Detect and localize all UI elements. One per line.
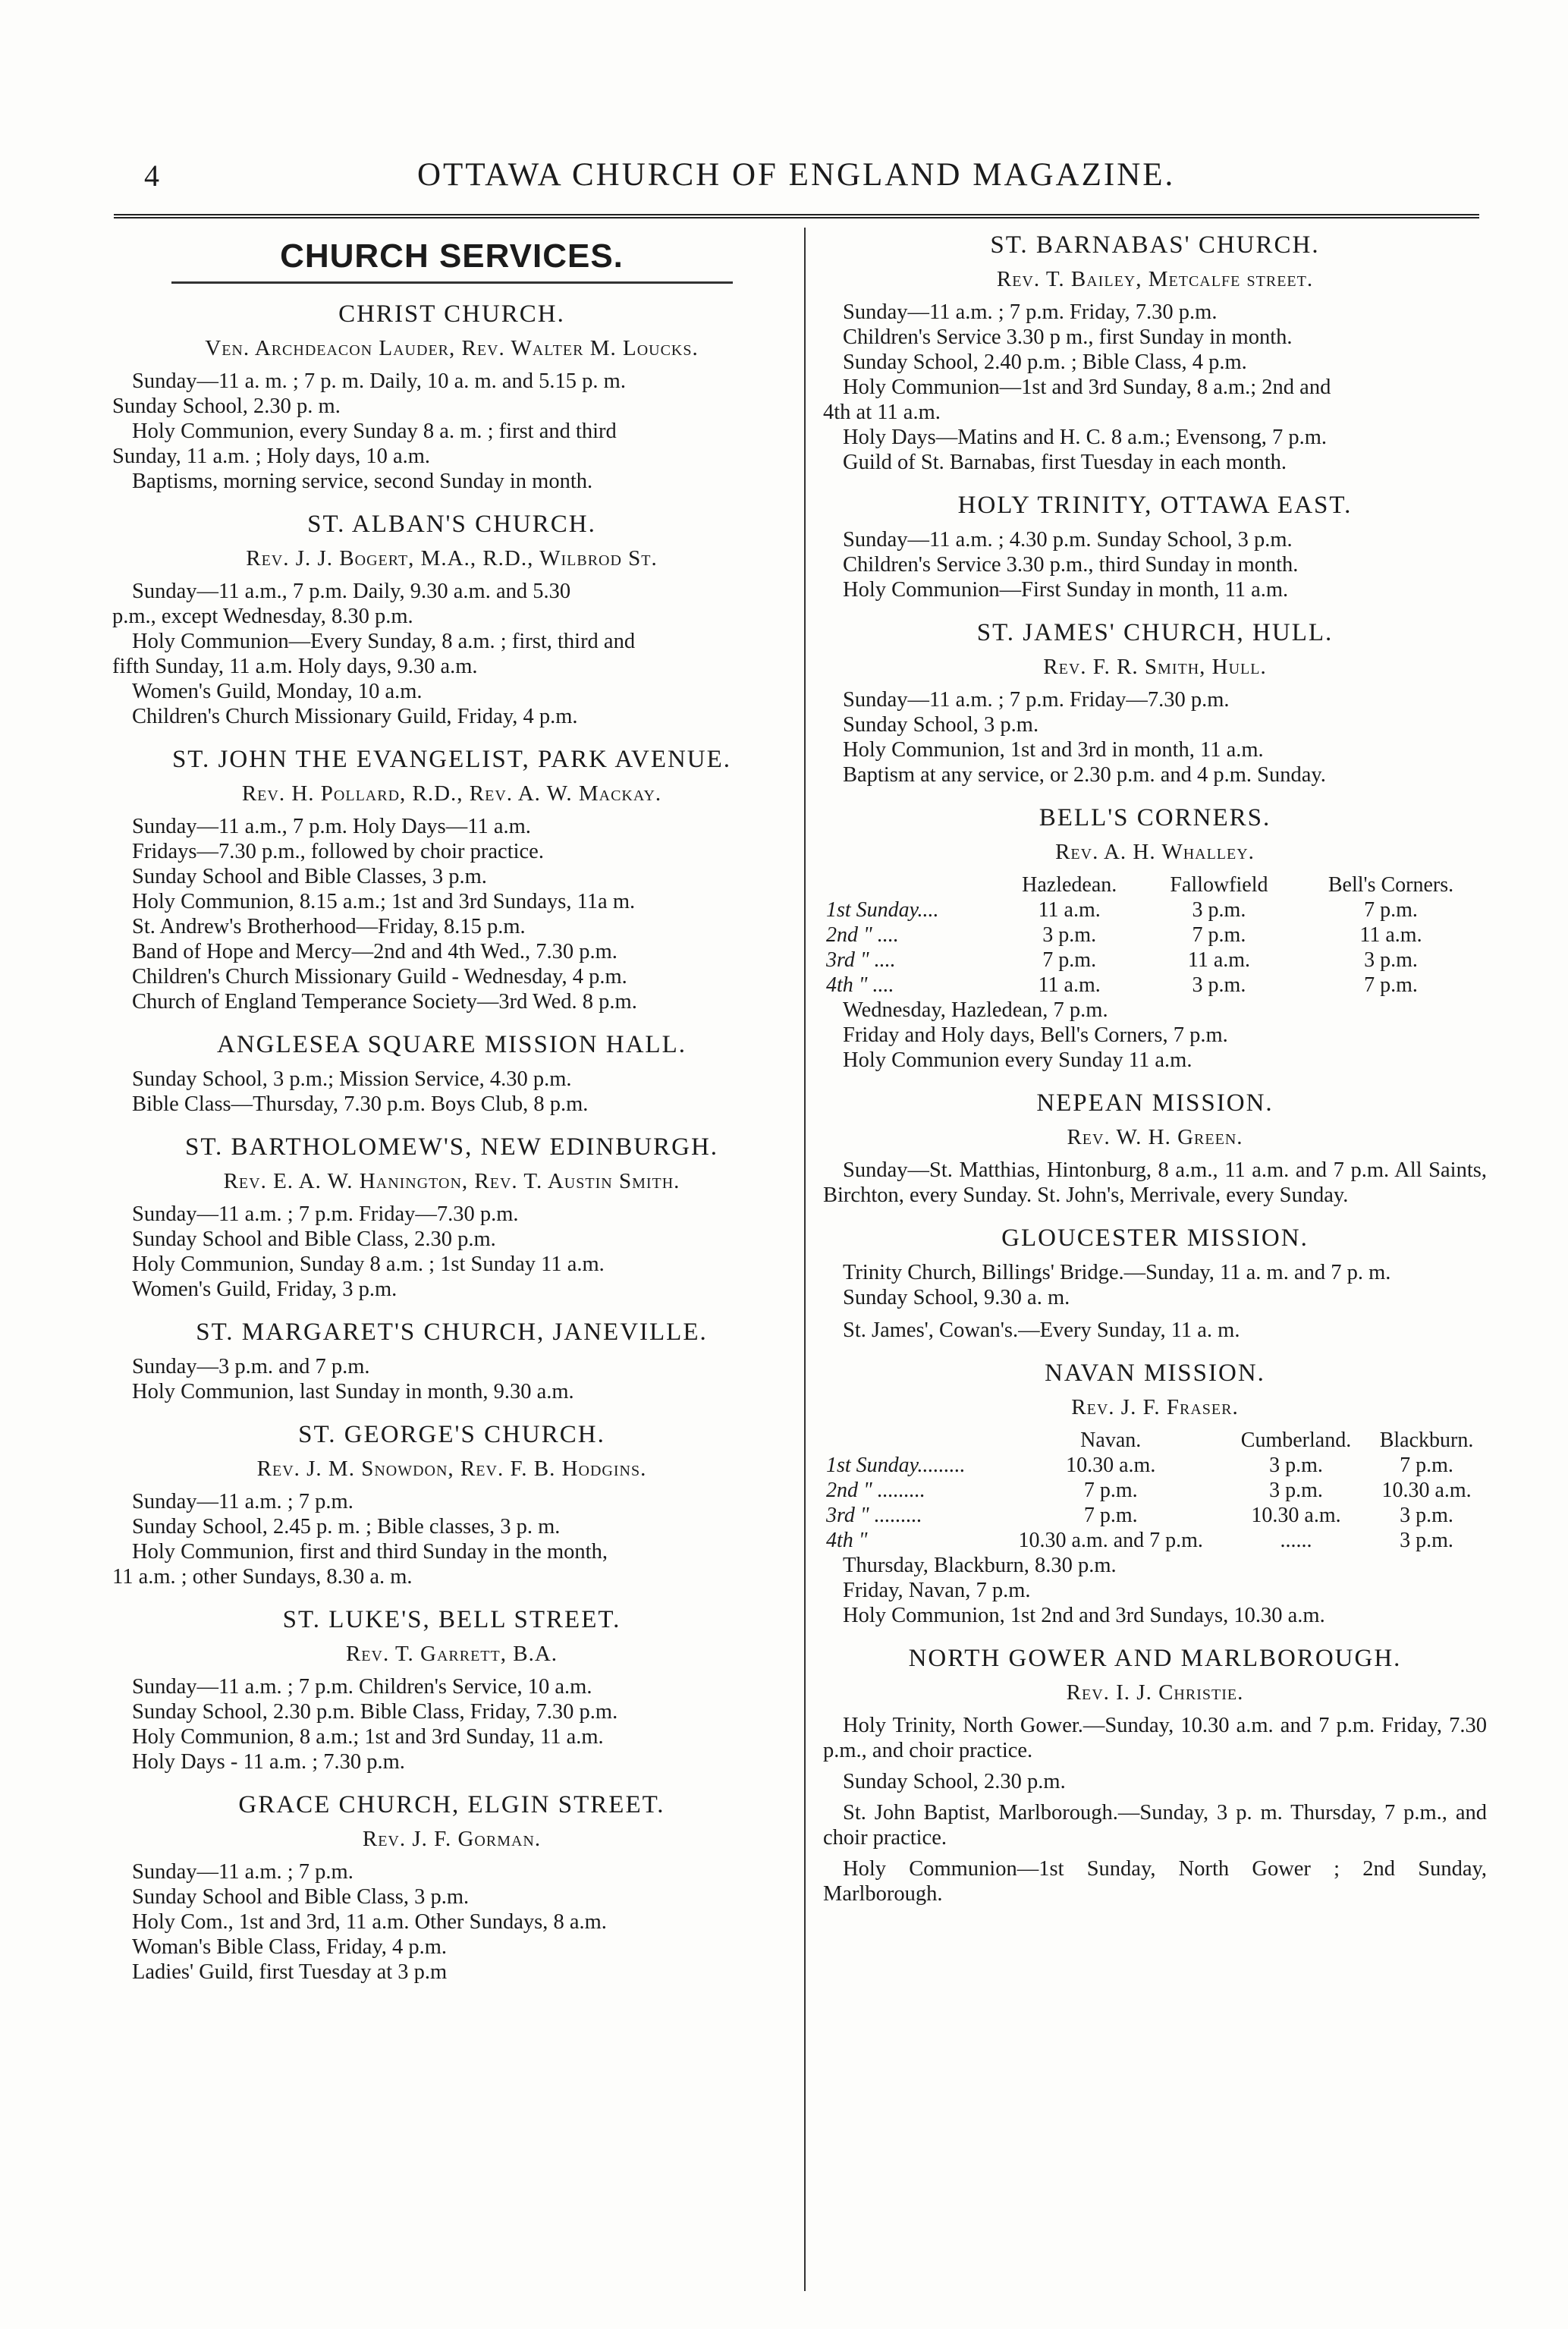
section-st-albans — [112, 511, 791, 729]
service-line: Holy Communion every Sunday 11 a.m. — [843, 1048, 1192, 1072]
row-label: 2nd " ......... — [826, 1479, 925, 1502]
section-bells-corners — [823, 804, 1487, 1073]
table-corner — [823, 1428, 996, 1453]
service-line: Baptisms, morning service, second Sunday in month. — [132, 470, 593, 493]
service-line: Sunday School, 3 p.m. — [843, 713, 1039, 737]
section-grace-church — [112, 1791, 791, 1985]
section-title: ST. LUKE'S, BELL STREET. — [282, 1606, 621, 1633]
clergy: Rev. W. H. Green. — [1067, 1125, 1243, 1149]
service-line: Friday, Navan, 7 p.m. — [843, 1579, 1031, 1602]
page-number: 4 — [144, 159, 159, 193]
service-line: Sunday, 11 a.m. ; Holy days, 10 a.m. — [112, 445, 431, 468]
service-line: Children's Church Missionary Guild - Wednesday, 4 p.m. — [132, 965, 627, 988]
service-line: p.m., except Wednesday, 8.30 p.m. — [112, 605, 413, 628]
clergy: Rev. J. J. Bogert, M.A., R.D., Wilbrod St. — [246, 546, 658, 570]
service-line: Holy Communion, every Sunday 8 a. m. ; first and third — [132, 420, 617, 443]
service-line: Holy Days—Matins and H. C. 8 a.m.; Evensong, 7 p.m. — [843, 426, 1328, 449]
header-rule — [114, 214, 1479, 218]
service-line: Children's Service 3.30 p m., first Sunday in month. — [843, 325, 1293, 349]
service-paragraph: Holy Trinity, North Gower.—Sunday, 10.30 a.m. and 7 p.m. Friday, 7.30 p.m., and choir practice. — [823, 1714, 1487, 1762]
row-label: 1st Sunday......... — [826, 1454, 966, 1477]
service-line: Sunday—11 a.m., 7 p.m. Daily, 9.30 a.m. and 5.30 — [132, 580, 571, 603]
table-row — [823, 948, 1487, 973]
clergy: Rev. T. Garrett, B.A. — [345, 1642, 558, 1666]
service-line: Sunday School and Bible Class, 2.30 p.m. — [132, 1227, 496, 1251]
table-cell: 7 p.m. — [1042, 948, 1097, 972]
section-north-gower-marlborough — [823, 1645, 1487, 1906]
service-line: Ladies' Guild, first Tuesday at 3 p.m — [132, 1960, 448, 1984]
running-head — [114, 152, 1479, 205]
section-title: ST. MARGARET'S CHURCH, JANEVILLE. — [196, 1319, 708, 1346]
section-title: ST. JAMES' CHURCH, HULL. — [976, 619, 1334, 646]
schedule-table — [823, 872, 1487, 998]
table-cell: 3 p.m. — [1400, 1529, 1453, 1552]
section-christ-church — [112, 300, 791, 494]
table-cell: 7 p.m. — [1083, 1504, 1138, 1527]
service-line: Bible Class—Thursday, 7.30 p.m. Boys Club, 8 p.m. — [132, 1092, 589, 1116]
table-row — [823, 1453, 1487, 1478]
service-line: Church of England Temperance Society—3rd Wed. 8 p.m. — [132, 990, 637, 1014]
section-title: ST. ALBAN'S CHURCH. — [307, 511, 596, 538]
table-cell: 10.30 a.m. — [1251, 1504, 1341, 1527]
section-title: ST. BARNABAS' CHURCH. — [990, 231, 1320, 259]
service-line: Sunday School, 2.30 p.m. Bible Class, Friday, 7.30 p.m. — [132, 1700, 618, 1724]
section-title: GLOUCESTER MISSION. — [1001, 1224, 1309, 1252]
service-line: Band of Hope and Mercy—2nd and 4th Wed., 7.30 p.m. — [132, 940, 617, 963]
section-st-lukes — [112, 1606, 791, 1774]
table-cell: 10.30 a.m. and 7 p.m. — [1018, 1529, 1203, 1552]
service-line: Sunday School and Bible Class, 3 p.m. — [132, 1885, 470, 1909]
table-cell: 7 p.m. — [1364, 898, 1418, 922]
service-line: Sunday—11 a.m. ; 7 p.m. Friday—7.30 p.m. — [843, 688, 1230, 712]
section-st-georges — [112, 1421, 791, 1589]
service-paragraph: Sunday—St. Matthias, Hintonburg, 8 a.m., 11 a.m. and 7 p.m. All Saints, Birchton, every Sunday. St. John's, Merrivale, every Sunday. — [823, 1158, 1487, 1207]
service-line: Sunday School, 3 p.m.; Mission Service, 4.30 p.m. — [132, 1067, 572, 1091]
table-row — [823, 1478, 1487, 1503]
section-st-margarets — [112, 1319, 791, 1404]
table-cell: 3 p.m. — [1192, 973, 1246, 997]
clergy: Rev. E. A. W. Hanington, Rev. T. Austin Smith. — [223, 1169, 680, 1193]
service-line: Holy Communion, 1st and 3rd in month, 11 a.m. — [843, 738, 1264, 762]
column-divider — [804, 228, 806, 2291]
table-cell: 11 a.m. — [1187, 948, 1251, 972]
section-holy-trinity-ottawa-east — [823, 492, 1487, 602]
service-line: Fridays—7.30 p.m., followed by choir practice. — [132, 840, 544, 863]
service-line: Sunday School, 2.40 p.m. ; Bible Class, 4 p.m. — [843, 350, 1247, 374]
service-line: 4th at 11 a.m. — [823, 401, 941, 424]
service-line: Sunday—11 a. m. ; 7 p. m. Daily, 10 a. m. and 5.15 p. m. — [132, 369, 626, 393]
section-title: NORTH GOWER AND MARLBOROUGH. — [908, 1645, 1402, 1672]
row-label: 1st Sunday.... — [826, 898, 939, 922]
table-cell: 3 p.m. — [1042, 923, 1097, 947]
column-header: Blackburn. — [1379, 1429, 1474, 1452]
row-label: 4th " — [826, 1529, 868, 1552]
section-title: NEPEAN MISSION. — [1036, 1089, 1274, 1117]
section-st-james-hull — [823, 619, 1487, 787]
service-line: Friday and Holy days, Bell's Corners, 7 p.m. — [843, 1023, 1228, 1047]
table-cell: 11 a.m. — [1038, 898, 1101, 922]
section-title: HOLY TRINITY, OTTAWA EAST. — [957, 492, 1353, 519]
service-line: Women's Guild, Monday, 10 a.m. — [132, 680, 423, 703]
section-title: NAVAN MISSION. — [1045, 1359, 1265, 1387]
service-line: Holy Communion—1st and 3rd Sunday, 8 a.m.; 2nd and — [843, 376, 1331, 399]
row-label: 3rd " ......... — [826, 1504, 922, 1527]
service-line: Thursday, Blackburn, 8.30 p.m. — [843, 1554, 1117, 1577]
service-paragraph: St. John Baptist, Marlborough.—Sunday, 3 p. m. Thursday, 7 p.m., and choir practice. — [823, 1801, 1487, 1850]
service-line: Sunday—11 a.m. ; 7 p.m. Friday—7.30 p.m. — [132, 1202, 519, 1226]
service-line: Sunday—11 a.m. ; 7 p.m. — [132, 1860, 354, 1884]
service-line: Holy Communion, 8 a.m.; 1st and 3rd Sunday, 11 a.m. — [132, 1725, 604, 1749]
table-row — [823, 973, 1487, 998]
service-line: Woman's Bible Class, Friday, 4 p.m. — [132, 1935, 448, 1959]
church-services-heading: CHURCH SERVICES. — [280, 237, 624, 275]
service-line: Baptism at any service, or 2.30 p.m. and 4 p.m. Sunday. — [843, 763, 1326, 787]
service-line: Children's Service 3.30 p.m., third Sunday in month. — [843, 553, 1299, 577]
left-column — [112, 224, 791, 2001]
table-row — [823, 897, 1487, 922]
service-line: Sunday—11 a.m., 7 p.m. Holy Days—11 a.m. — [132, 815, 531, 838]
table-cell: 7 p.m. — [1083, 1479, 1138, 1502]
section-nepean-mission — [823, 1089, 1487, 1208]
table-cell: 10.30 a.m. — [1066, 1454, 1156, 1477]
section-navan-mission — [823, 1359, 1487, 1628]
service-line: Holy Days - 11 a.m. ; 7.30 p.m. — [132, 1750, 405, 1774]
table-cell: 7 p.m. — [1400, 1454, 1453, 1477]
service-line: Holy Com., 1st and 3rd, 11 a.m. Other Sundays, 8 a.m. — [132, 1910, 607, 1934]
service-paragraph: Holy Communion—1st Sunday, North Gower ; 2nd Sunday, Marlborough. — [823, 1857, 1487, 1906]
column-header: Fallowfield — [1170, 873, 1268, 897]
section-title: ST. GEORGE'S CHURCH. — [298, 1421, 605, 1448]
service-line: Sunday School and Bible Classes, 3 p.m. — [132, 865, 487, 888]
service-line: Holy Communion, 8.15 a.m.; 1st and 3rd Sundays, 11a m. — [132, 890, 636, 913]
row-label: 4th " .... — [826, 973, 894, 997]
table-cell: 3 p.m. — [1192, 898, 1246, 922]
service-paragraph: Trinity Church, Billings' Bridge.—Sunday, 11 a. m. and 7 p. m. — [843, 1261, 1391, 1284]
clergy: Rev. J. F. Fraser. — [1071, 1395, 1239, 1419]
section-title: ST. BARTHOLOMEW'S, NEW EDINBURGH. — [184, 1133, 719, 1161]
heading-rule — [171, 281, 733, 284]
clergy: Rev. J. F. Gorman. — [362, 1827, 542, 1851]
table-header-row — [823, 1428, 1487, 1453]
clergy: Rev. I. J. Christie. — [1066, 1680, 1244, 1705]
section-title: GRACE CHURCH, ELGIN STREET. — [238, 1791, 665, 1818]
service-line: Sunday—11 a.m. ; 7 p.m. Friday, 7.30 p.m. — [843, 300, 1218, 324]
right-column — [823, 224, 1487, 1923]
service-line: Guild of St. Barnabas, first Tuesday in each month. — [843, 451, 1287, 474]
table-row — [823, 1503, 1487, 1528]
service-line: 11 a.m. ; other Sundays, 8.30 a. m. — [112, 1565, 413, 1589]
clergy: Rev. H. Pollard, R.D., Rev. A. W. Mackay. — [241, 781, 662, 806]
table-cell: 7 p.m. — [1364, 973, 1418, 997]
service-line: Sunday—11 a.m. ; 7 p.m. — [132, 1490, 354, 1513]
table-cell: 3 p.m. — [1400, 1504, 1453, 1527]
service-line: Sunday—3 p.m. and 7 p.m. — [132, 1355, 370, 1378]
column-header: Cumberland. — [1240, 1429, 1352, 1452]
section-anglesea-square — [112, 1031, 791, 1117]
service-line: Sunday School, 2.30 p.m. — [843, 1770, 1066, 1793]
table-cell: 3 p.m. — [1364, 948, 1418, 972]
table-cell: 11 a.m. — [1038, 973, 1101, 997]
service-line: Holy Communion, first and third Sunday in the month, — [132, 1540, 608, 1564]
service-line: Sunday School, 9.30 a. m. — [843, 1286, 1070, 1309]
service-line: Sunday—11 a.m. ; 7 p.m. Children's Service, 10 a.m. — [132, 1675, 592, 1699]
table-cell: 3 p.m. — [1269, 1454, 1323, 1477]
service-line: Sunday School, 2.45 p. m. ; Bible classes, 3 p. m. — [132, 1515, 561, 1539]
table-header-row — [823, 872, 1487, 897]
section-title: CHRIST CHURCH. — [338, 300, 565, 328]
schedule-table — [823, 1428, 1487, 1553]
service-line: Sunday School, 2.30 p. m. — [112, 394, 341, 418]
service-line: Wednesday, Hazledean, 7 p.m. — [843, 998, 1108, 1022]
column-header: Navan. — [1080, 1429, 1142, 1452]
service-line: Children's Church Missionary Guild, Friday, 4 p.m. — [132, 705, 578, 728]
service-line: Holy Communion, last Sunday in month, 9.30 a.m. — [132, 1380, 574, 1403]
service-line: Sunday—11 a.m. ; 4.30 p.m. Sunday School, 3 p.m. — [843, 528, 1293, 552]
table-cell: 3 p.m. — [1269, 1479, 1323, 1502]
service-line: Women's Guild, Friday, 3 p.m. — [132, 1278, 397, 1301]
service-line: fifth Sunday, 11 a.m. Holy days, 9.30 a.m. — [112, 655, 478, 678]
row-label: 2nd " .... — [826, 923, 899, 947]
table-cell: 11 a.m. — [1359, 923, 1422, 947]
section-st-john-evangelist — [112, 746, 791, 1014]
magazine-title: OTTAWA CHURCH OF ENGLAND MAGAZINE. — [417, 157, 1176, 193]
section-gloucester-mission — [823, 1224, 1487, 1343]
clergy: Rev. J. M. Snowdon, Rev. F. B. Hodgins. — [256, 1457, 647, 1481]
clergy: Rev. A. H. Whalley. — [1055, 840, 1255, 864]
table-corner — [823, 872, 996, 897]
service-line: St. James', Cowan's.—Every Sunday, 11 a. m. — [843, 1319, 1240, 1342]
clergy: Ven. Archdeacon Lauder, Rev. Walter M. Loucks. — [205, 336, 699, 360]
column-header: Bell's Corners. — [1328, 873, 1454, 897]
table-cell: 7 p.m. — [1192, 923, 1246, 947]
table-cell: 10.30 a.m. — [1381, 1479, 1472, 1502]
service-line: Holy Communion—Every Sunday, 8 a.m. ; first, third and — [132, 630, 636, 653]
row-label: 3rd " .... — [826, 948, 896, 972]
section-title: BELL'S CORNERS. — [1039, 804, 1271, 831]
service-line: Holy Communion, 1st 2nd and 3rd Sundays, 10.30 a.m. — [843, 1604, 1325, 1627]
service-line: Holy Communion—First Sunday in month, 11 a.m. — [843, 578, 1289, 602]
clergy: Rev. T. Bailey, Metcalfe street. — [996, 267, 1314, 291]
column-header: Hazledean. — [1022, 873, 1117, 897]
clergy: Rev. F. R. Smith, Hull. — [1043, 655, 1267, 679]
section-st-bartholomews — [112, 1133, 791, 1302]
service-line: St. Andrew's Brotherhood—Friday, 8.15 p.m. — [132, 915, 526, 938]
section-title: ST. JOHN THE EVANGELIST, PARK AVENUE. — [171, 746, 732, 773]
table-row — [823, 1528, 1487, 1553]
table-cell: ...... — [1280, 1529, 1312, 1552]
service-line: Holy Communion, Sunday 8 a.m. ; 1st Sunday 11 a.m. — [132, 1253, 605, 1276]
section-title: ANGLESEA SQUARE MISSION HALL. — [216, 1031, 687, 1058]
section-st-barnabas — [823, 231, 1487, 475]
table-row — [823, 922, 1487, 948]
